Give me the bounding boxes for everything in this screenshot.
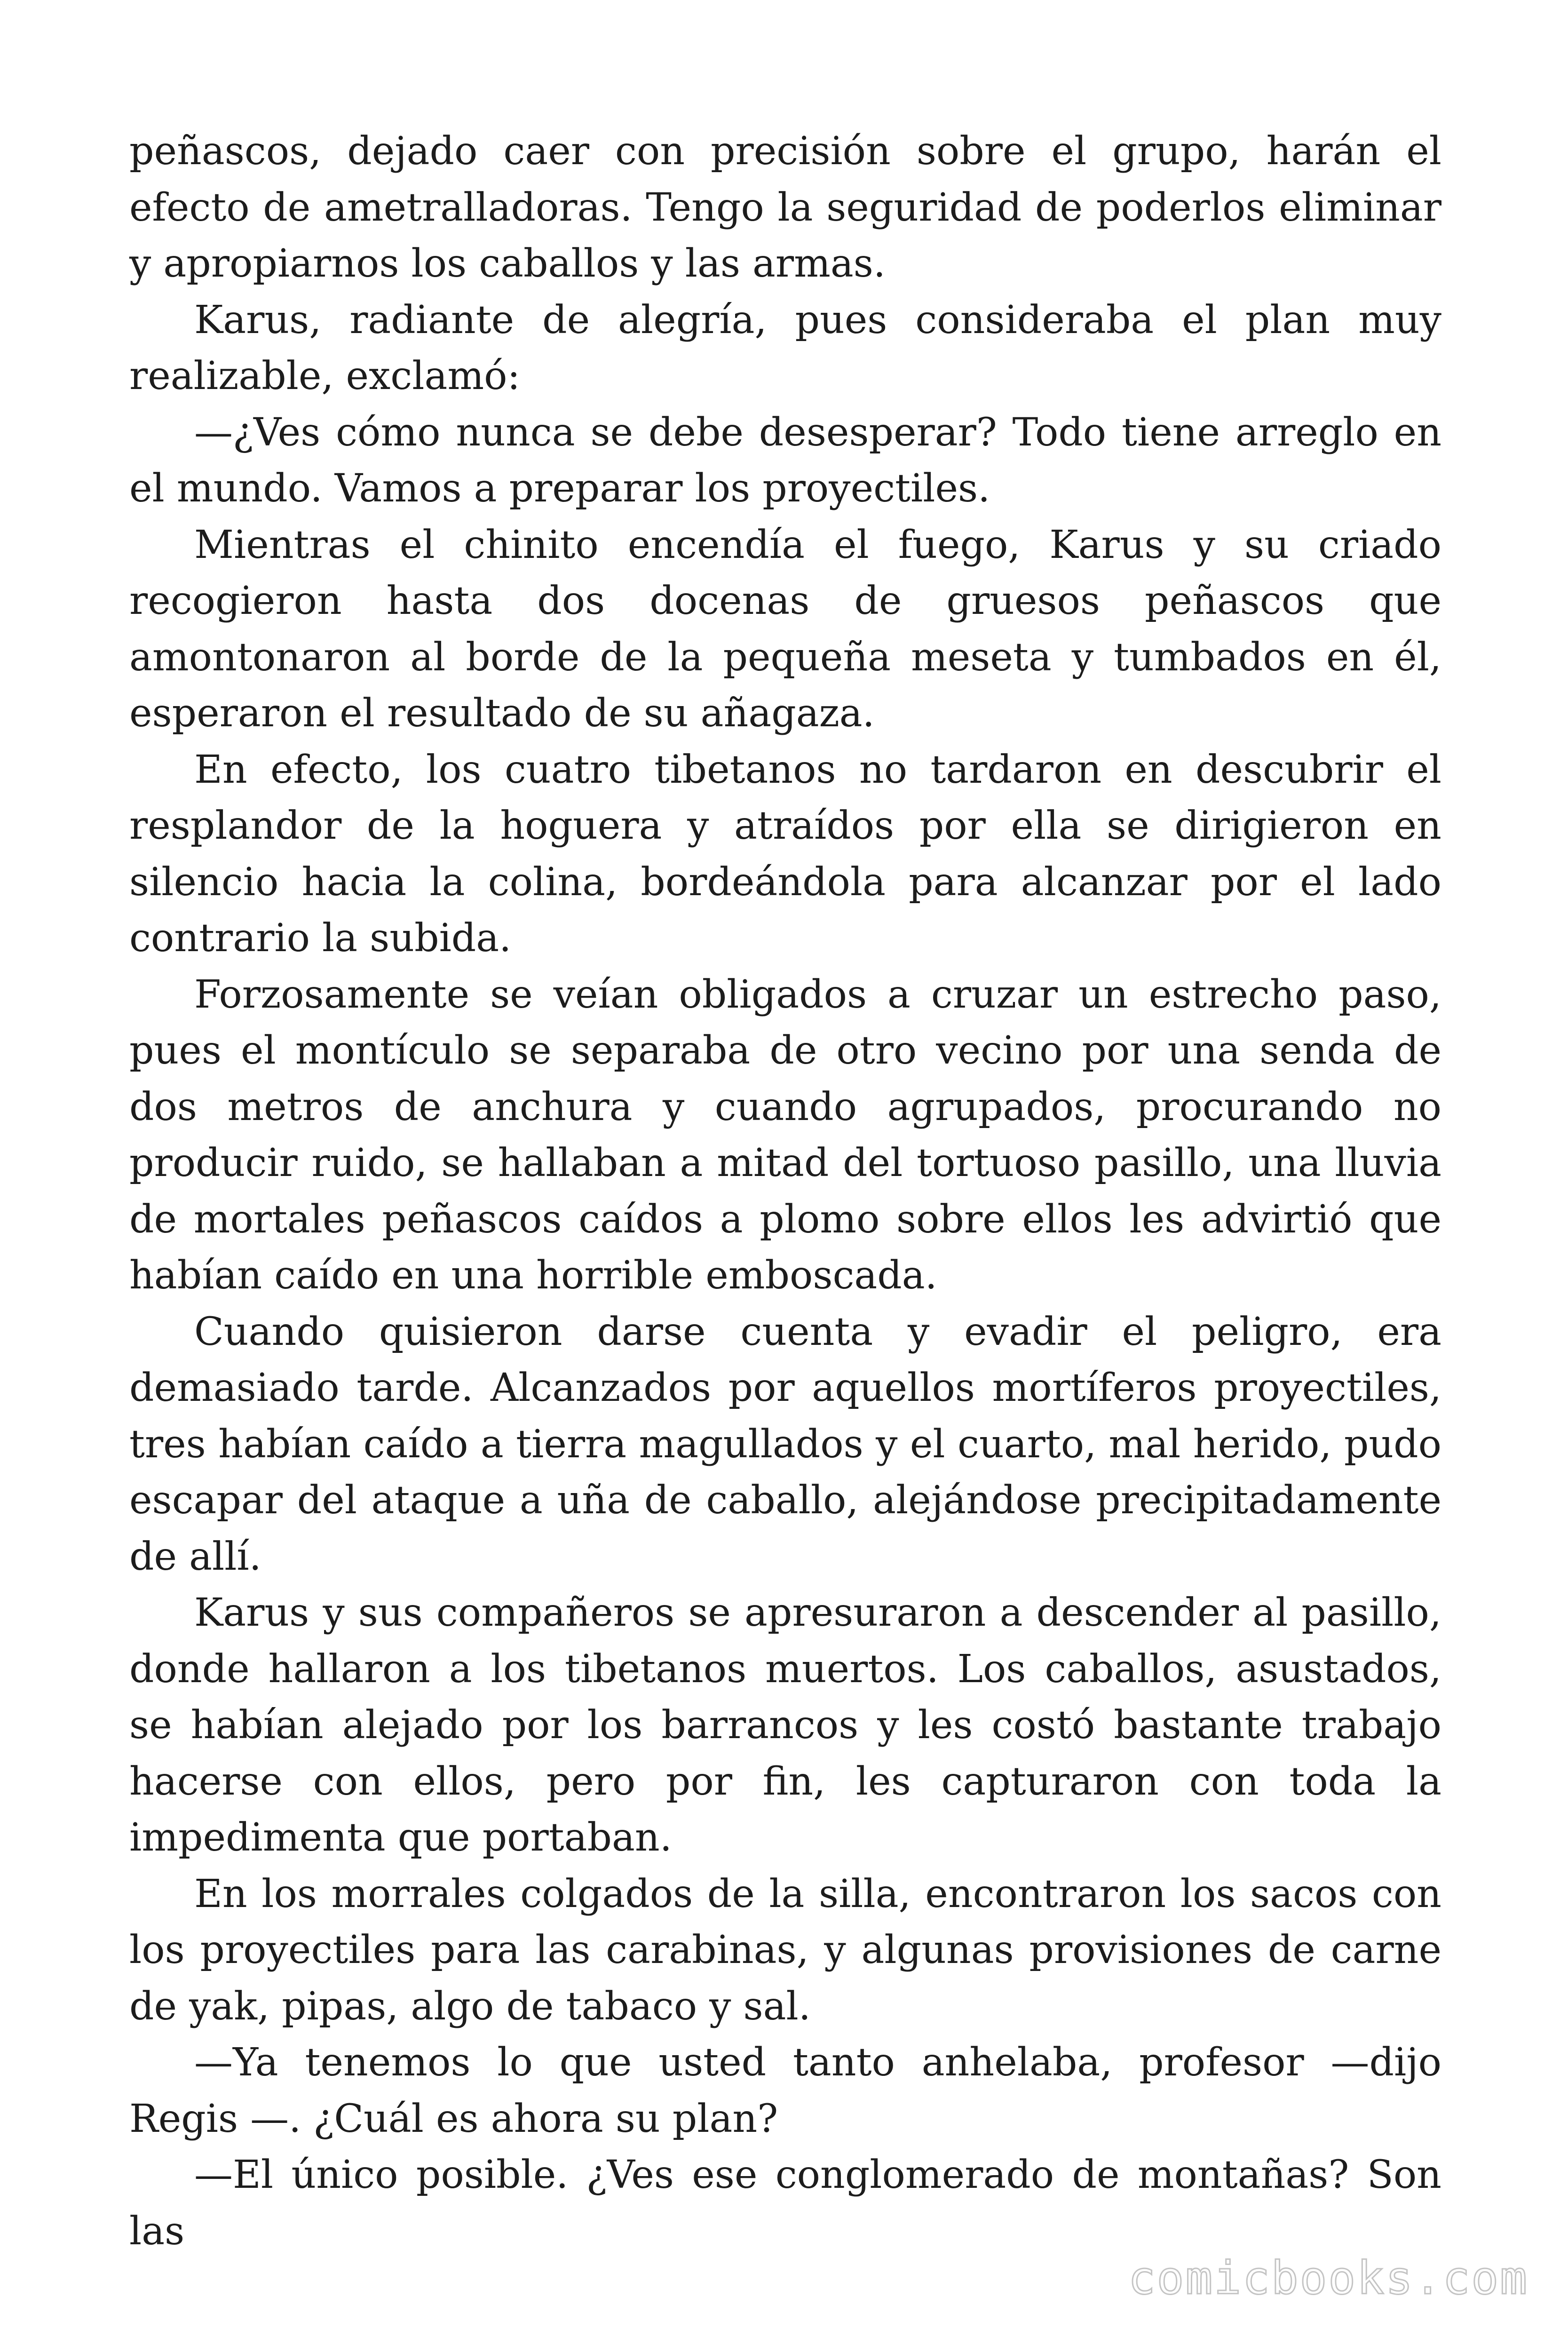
- paragraph: —Ya tenemos lo que usted tanto anhelaba, profesor —dijo Regis —. ¿Cuál es ahora su plan?: [129, 2040, 1441, 2141]
- watermark: comicbooks.com: [1128, 2252, 1528, 2304]
- paragraph: Mientras el chinito encendía el fuego, Karus y su criado recogieron hasta dos docenas de gruesos peñascos que amontonaron al borde de la pequeña meseta y tumbados en él, esperaron el resultado de su añagaza.: [129, 522, 1441, 736]
- paragraph: En los morrales colgados de la silla, encontraron los sacos con los proyectiles para las carabinas, y algunas provisiones de carne de yak, pipas, algo de tabaco y sal.: [129, 1871, 1441, 2029]
- body-text: [129, 123, 1441, 2259]
- paragraph: En efecto, los cuatro tibetanos no tardaron en descubrir el resplandor de la hoguera y atraídos por ella se dirigieron en silencio hacia la colina, bordeándola para alcanzar por el lado contrario la subida.: [129, 747, 1441, 961]
- paragraph: Karus, radiante de alegría, pues consideraba el plan muy realizable, exclamó:: [129, 297, 1441, 398]
- paragraph: —El único posible. ¿Ves ese conglomerado de montañas? Son las: [129, 2153, 1441, 2254]
- paragraph: Cuando quisieron darse cuenta y evadir el peligro, era demasiado tarde. Alcanzados por aquellos mortíferos proyectiles, tres habían caído a tierra magullados y el cuarto, mal herido, pudo escapar del ataque a uña de caballo, alejándose precipitadamente de allí.: [129, 1309, 1441, 1579]
- paragraph: Forzosamente se veían obligados a cruzar un estrecho paso, pues el montículo se separaba de otro vecino por una senda de dos metros de anchura y cuando agrupados, procurando no producir ruido, se hallaban a mitad del tortuoso pasillo, una lluvia de mortales peñascos caídos a plomo sobre ellos les advirtió que habían caído en una horrible emboscada.: [129, 972, 1441, 1298]
- paragraph: —¿Ves cómo nunca se debe desesperar? Todo tiene arreglo en el mundo. Vamos a preparar los proyectiles.: [129, 410, 1441, 511]
- paragraph: Karus y sus compañeros se apresuraron a descender al pasillo, donde hallaron a los tibetanos muertos. Los caballos, asustados, se habían alejado por los barrancos y les costó bastante trabajo hacerse con ellos, pero por fin, les capturaron con toda la impedimenta que portaban.: [129, 1590, 1441, 1860]
- paragraph: peñascos, dejado caer con precisión sobre el grupo, harán el efecto de ametralladoras. Tengo la seguridad de poderlos eliminar y apropiarnos los caballos y las armas.: [129, 129, 1441, 286]
